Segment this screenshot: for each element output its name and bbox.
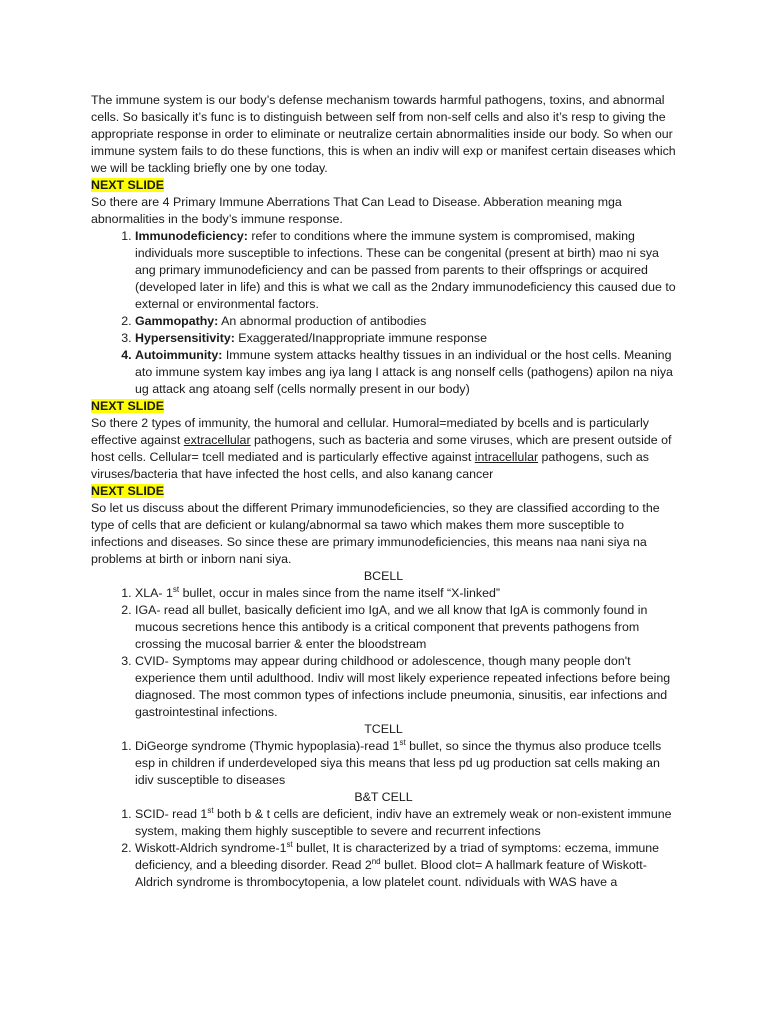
superscript: st [207,805,214,815]
text-run: XLA- 1 [135,586,173,600]
description: An abnormal production of antibodies [218,314,427,328]
list-item [135,806,676,840]
list-item [135,313,676,330]
text-run: SCID- read 1 [135,807,208,821]
bt-cell-heading: B&T CELL [354,790,413,804]
text-run: DiGeorge syndrome (Thymic hypoplasia)-read 1 [135,739,400,753]
next-slide-marker-1 [91,177,676,194]
list-item [135,330,676,347]
text-run: Wiskott-Aldrich syndrome-1 [135,841,287,855]
text-run: bullet, occur in males since from the name itself “X-linked” [179,586,501,600]
list-item [135,840,676,891]
next-slide-highlight: NEXT SLIDE [91,399,164,413]
term: Immunodeficiency: [135,229,248,243]
term: Gammopathy: [135,314,219,328]
intro-paragraph: The immune system is our body’s defense mechanism towards harmful pathogens, toxins, and abnormal cells. So basically it’s func is to distinguish between self from non-self cells and also it’s resp to giving the appropriate response in order to eliminate or neutralize certain abnormalities inside our body. So when our immune system fails to do these functions, this is when an indiv will exp or manifest certain diseases which we will be tackling briefly one by one today. [91,93,676,175]
next-slide-marker-3 [91,483,676,500]
text-run: bullet. Blood clot= A hallmark feature of Wiskott-Aldrich syndrome is thrombocytopenia, a low platelet count. ndividuals with WAS have a [135,858,647,889]
next-slide-highlight: NEXT SLIDE [91,178,164,192]
superscript: st [399,737,406,747]
list-item [135,347,676,398]
immunity-paragraph [91,415,676,483]
underlined-term: extracellular [183,433,251,447]
tcell-list [91,738,676,789]
description: Immune system attacks healthy tissues in an individual or the host cells. Meaning ato immune system kay imbes ang iya lang I attack is ang nonself cells (pathogens) apilon na niya ug attack ang atoang self (cells normally present in our body) [135,348,673,396]
superscript: nd [371,856,381,866]
text-run: bullet, so since the thymus also produce tcells esp in children if underdeveloped siya this means that less pd ug production sat cells making an idiv susceptible to diseases [135,739,662,787]
text-run: pathogens, such as bacteria and some viruses, which are present outside of host cells. Cellular= tcell mediated and is particularly effective against [91,433,672,464]
list-item [135,228,676,313]
text-run: bullet, It is characterized by a triad of symptoms: eczema, immune deficiency, and a bleeding disorder. Read 2 [135,841,660,872]
list-item [135,738,676,789]
bcell-heading: BCELL [363,569,404,583]
text-run: So there 2 types of immunity, the humoral and cellular. Humoral=mediated by bcells and is particularly effective against [91,416,649,447]
bcell-list [91,585,676,721]
primary-intro-paragraph: So let us discuss about the different Primary immunodeficiencies, so they are classified according to the type of cells that are deficient or kulang/abnormal sa tawo which makes them more susceptible to infections and diseases. So since these are primary immunodeficiencies, this means naa nani siya na problems at birth or inborn nani siya. [91,501,660,566]
superscript: st [172,584,180,594]
list-item: 2. IGA- read all bullet, basically deficient imo IgA, and we all know that IgA is commonly found in mucous secretions hence this antibody is a critical component that prevents pathogens from crossing the mucosal barrier & enter the bloodstream [135,602,676,653]
aberrations-list [91,228,676,398]
tcell-heading: TCELL [364,722,403,736]
term: Autoimmunity: [135,348,223,362]
bt-cell-list [91,806,676,891]
list-item: 3. CVID- Symptoms may appear during childhood or adolescence, though many people don't experience them until adulthood. Indiv will most likely experience repeated infections before being diagnosed. The most common types of infections include pneumonia, sinusitis, ear infections and gastrointestinal infections. [135,653,676,721]
next-slide-marker-2 [91,398,676,415]
text-run: pathogens, such as viruses/bacteria that have infected the host cells, and also kanang cancer [91,450,649,481]
list-item [135,585,676,602]
description: Exaggerated/Inappropriate immune response [234,331,487,345]
underlined-term: intracellular [474,450,539,464]
next-slide-highlight: NEXT SLIDE [91,484,164,498]
aberrations-intro: So there are 4 Primary Immune Aberrations That Can Lead to Disease. Abberation meaning mga abnormalities in the body’s immune response. [91,195,622,226]
term: Hypersensitivity: [135,331,235,345]
text-run: both b & t cells are deficient, indiv have an extremely weak or non-existent immune system, making them highly susceptible to severe and recurrent infections [135,807,672,838]
superscript: st [286,839,293,849]
description: refer to conditions where the immune system is compromised, making individuals more susceptible to infections. These can be congenital (present at birth) mao ni sya ang primary immunodeficiency and can be passed from parents to their offsprings or acquired (developed later in life) and this is what we call as the 2ndary immunodeficiency this caused due to external or environmental factors. [135,229,676,311]
